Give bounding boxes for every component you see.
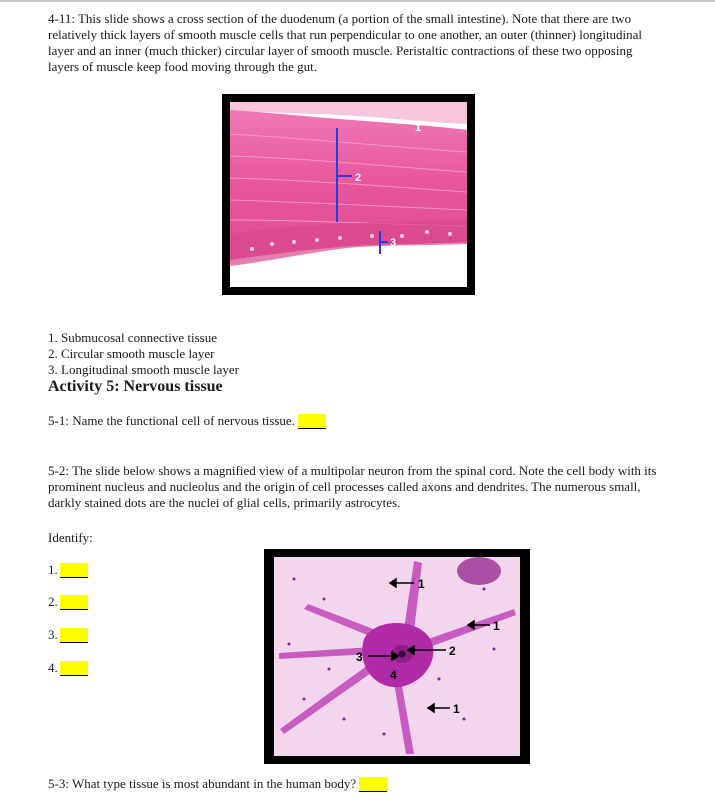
identify-number: 4. bbox=[48, 660, 58, 675]
figure2-marker-1a: 1 bbox=[418, 577, 425, 591]
activity-5-heading: Activity 5: Nervous tissue bbox=[48, 378, 223, 395]
figure1-label-item: 2. Circular smooth muscle layer bbox=[48, 346, 215, 361]
figure2-marker-1b: 1 bbox=[493, 619, 500, 633]
identify-row-2 bbox=[48, 594, 88, 610]
question-5-2-paragraph: 5-2: The slide below shows a magnified view of a multipolar neuron from the spinal cord. Note the cell body with its prominent nucleus and nucleolus and the origin of cell processes called axons and dendrites. The numerous small, darkly stained dots are the nuclei of glial cells, primarily astrocytes. bbox=[48, 463, 657, 510]
answer-blank-identify-3[interactable] bbox=[60, 628, 88, 643]
answer-blank-identify-2[interactable] bbox=[60, 595, 88, 610]
figure2-marker-4: 4 bbox=[390, 668, 397, 682]
identify-row-4 bbox=[48, 660, 88, 676]
duodenum-micrograph bbox=[222, 94, 475, 295]
figure1-marker-1: 1 bbox=[415, 122, 422, 134]
neuron-micrograph bbox=[264, 549, 530, 764]
identify-number: 1. bbox=[48, 562, 58, 577]
page-top-rule bbox=[0, 0, 715, 2]
figure1-label-item: 3. Longitudinal smooth muscle layer bbox=[48, 362, 239, 377]
question-5-3 bbox=[48, 776, 387, 792]
figure2-marker-3: 3 bbox=[356, 650, 363, 664]
identify-row-1 bbox=[48, 562, 88, 578]
question-5-1 bbox=[48, 413, 326, 429]
identify-row-3 bbox=[48, 627, 88, 643]
answer-blank-identify-4[interactable] bbox=[60, 661, 88, 676]
section-4-11-paragraph: 4-11: This slide shows a cross section of the duodenum (a portion of the small intestine). Note that there are two relatively thick layers of smooth muscle cells that run perpendicular to one another, an outer (thinner) longitudinal layer and an inner (much thicker) circular layer of smooth muscle. Peristaltic contractions of these two opposing layers of muscle keep food moving through the gut. bbox=[48, 11, 643, 74]
identify-number: 3. bbox=[48, 627, 58, 642]
identify-label: Identify: bbox=[48, 530, 93, 545]
question-5-1-text: 5-1: Name the functional cell of nervous tissue. bbox=[48, 413, 295, 428]
figure1-label-list bbox=[48, 330, 239, 378]
figure1-label-item: 1. Submucosal connective tissue bbox=[48, 330, 217, 345]
figure2-marker-1c: 1 bbox=[453, 702, 460, 716]
answer-blank-5-3[interactable] bbox=[359, 777, 387, 792]
figure1-marker-3: 3 bbox=[390, 237, 397, 249]
figure1-marker-2: 2 bbox=[355, 172, 362, 184]
identify-number: 2. bbox=[48, 594, 58, 609]
answer-blank-5-1[interactable] bbox=[298, 414, 326, 429]
figure2-marker-2: 2 bbox=[449, 644, 456, 658]
answer-blank-identify-1[interactable] bbox=[60, 563, 88, 578]
question-5-3-text: 5-3: What type tissue is most abundant in the human body? bbox=[48, 776, 357, 791]
